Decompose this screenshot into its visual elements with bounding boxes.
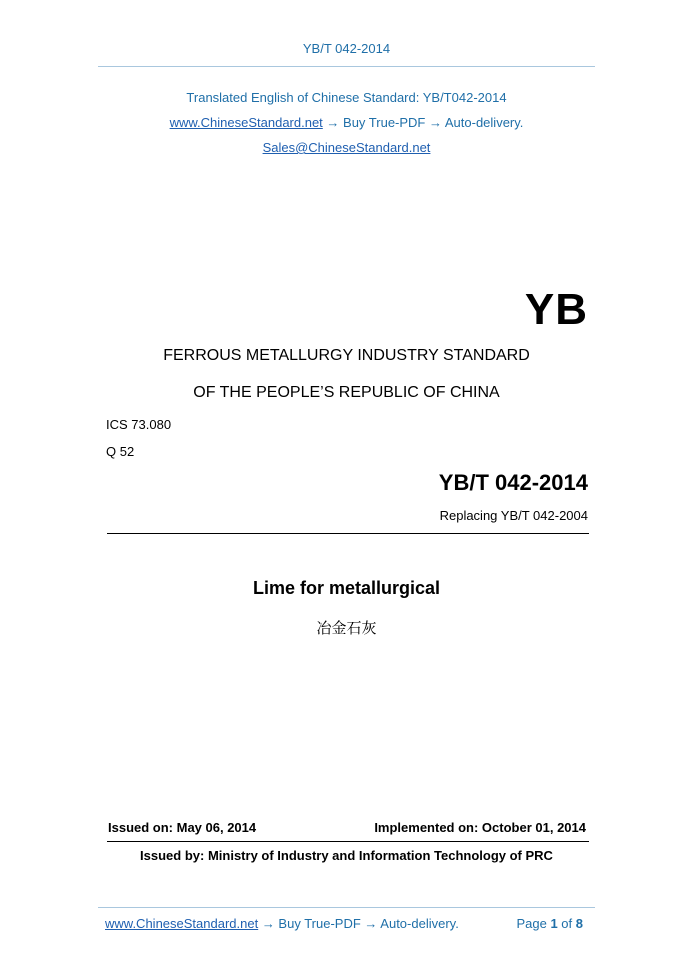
ics-code: ICS 73.080 bbox=[106, 417, 172, 432]
issued-on: Issued on: May 06, 2014 bbox=[108, 820, 257, 835]
translated-line: Translated English of Chinese Standard: YB/T042-2014 bbox=[186, 90, 507, 105]
banner-site-link[interactable]: www.ChineseStandard.net bbox=[169, 115, 323, 130]
replacing-note: Replacing YB/T 042-2004 bbox=[439, 508, 588, 523]
footer-site-line bbox=[105, 916, 459, 931]
banner-email-link[interactable]: Sales@ChineseStandard.net bbox=[262, 140, 431, 155]
implemented-on: Implemented on: October 01, 2014 bbox=[374, 820, 586, 835]
page-of: of bbox=[561, 916, 573, 931]
banner-email-line bbox=[0, 140, 693, 155]
footer-site-link[interactable]: www.ChineseStandard.net bbox=[105, 916, 259, 931]
page-current: 1 bbox=[550, 916, 558, 931]
page-total: 8 bbox=[575, 916, 583, 931]
banner-site-suffix: → Buy True-PDF → Auto-delivery. bbox=[322, 115, 524, 130]
standard-title-line1: FERROUS METALLURGY INDUSTRY STANDARD bbox=[163, 347, 530, 364]
header-doc-code: YB/T 042-2014 bbox=[302, 41, 391, 56]
document-title-cn: 冶金石灰 bbox=[316, 619, 377, 637]
banner-site-line bbox=[0, 115, 693, 130]
page-label: Page bbox=[516, 916, 547, 931]
standard-number: YB/T 042-2014 bbox=[438, 470, 588, 495]
footer-divider bbox=[98, 907, 595, 908]
yb-logo: YB bbox=[524, 285, 588, 334]
footer-site-suffix: → Buy True-PDF → Auto-delivery. bbox=[258, 916, 459, 931]
title-divider bbox=[107, 533, 589, 534]
page-indicator bbox=[516, 916, 583, 931]
class-code: Q 52 bbox=[106, 444, 135, 459]
standard-title-line2: OF THE PEOPLE’S REPUBLIC OF CHINA bbox=[193, 384, 500, 401]
issued-by: Issued by: Ministry of Industry and Information Technology of PRC bbox=[140, 848, 553, 863]
issue-divider bbox=[107, 841, 589, 842]
document-title-en: Lime for metallurgical bbox=[252, 578, 441, 598]
header-divider bbox=[98, 66, 595, 67]
